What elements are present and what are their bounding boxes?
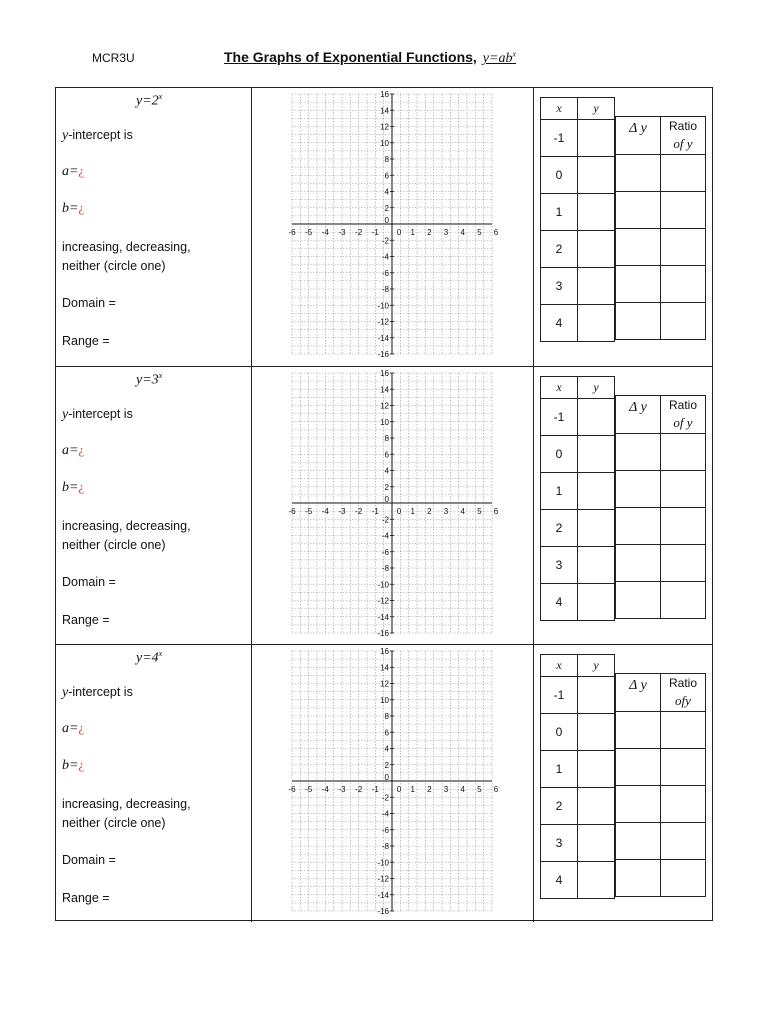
x-header: x (541, 98, 578, 120)
x-tick-label: 0 (396, 507, 402, 516)
ratio-cell[interactable] (661, 786, 706, 823)
column-divider (533, 367, 534, 644)
y-tick-label: -10 (377, 301, 389, 311)
delta-y-cell[interactable] (616, 266, 661, 303)
x-tick-label: -1 (371, 228, 379, 237)
function-equation: $y=3^x$ (136, 371, 163, 388)
y-tick-label: -4 (381, 531, 389, 541)
domain-label: Domain = (62, 853, 116, 867)
y-value-cell[interactable] (578, 194, 615, 231)
y-tick-label: 2 (384, 760, 389, 770)
x-tick-label: 4 (460, 228, 465, 237)
a-value-label: a=¿ (62, 721, 85, 736)
range-label: Range = (62, 334, 110, 348)
delta-y-cell[interactable] (616, 545, 661, 582)
y-intercept-label: y-intercept is (62, 407, 133, 422)
x-value-cell: -1 (541, 677, 578, 714)
ratio-cell[interactable] (661, 155, 706, 192)
y-tick-label: 8 (384, 155, 389, 164)
ratio-header: Ratio ofy (661, 674, 706, 712)
y-tick-label: 8 (384, 712, 389, 721)
x-tick-label: -1 (371, 507, 379, 516)
y-tick-label: -8 (381, 285, 389, 294)
x-tick-label: -6 (288, 785, 296, 794)
y-value-cell[interactable] (578, 751, 615, 788)
y-tick-label: 14 (380, 385, 389, 395)
y-header: y (578, 655, 615, 677)
y-tick-label: 16 (380, 647, 389, 656)
x-tick-label: 1 (410, 507, 415, 516)
y-tick-label: 10 (380, 695, 389, 705)
ratio-cell[interactable] (661, 266, 706, 303)
column-divider (533, 645, 534, 922)
y-tick-label: -2 (381, 515, 389, 525)
ratio-cell[interactable] (661, 229, 706, 266)
y-tick-label: -4 (381, 252, 389, 262)
ratio-cell[interactable] (661, 434, 706, 471)
values-table (540, 654, 615, 899)
x-value-cell: 1 (541, 751, 578, 788)
y-tick-label: -16 (377, 350, 389, 359)
x-tick-label: -6 (288, 228, 296, 237)
domain-label: Domain = (62, 575, 116, 589)
x-tick-label: -3 (338, 228, 346, 237)
y-tick-label: 6 (384, 728, 389, 738)
b-value-label: b=¿ (62, 480, 85, 495)
ratio-cell[interactable] (661, 545, 706, 582)
y-header: y (578, 98, 615, 120)
x-header: x (541, 377, 578, 399)
x-value-cell: 2 (541, 788, 578, 825)
y-tick-label: 14 (380, 663, 389, 673)
y-value-cell[interactable] (578, 862, 615, 899)
function-info (56, 645, 251, 922)
y-tick-label: -16 (377, 907, 389, 916)
coordinate-grid (288, 90, 499, 359)
x-tick-label: -6 (288, 507, 296, 516)
column-divider (533, 88, 534, 366)
y-value-cell[interactable] (578, 231, 615, 268)
y-tick-label: 12 (380, 401, 389, 411)
y-tick-label: -6 (381, 268, 389, 278)
x-tick-label: 1 (410, 228, 415, 237)
x-tick-label: -5 (305, 785, 313, 794)
ratio-cell[interactable] (661, 471, 706, 508)
x-tick-label: 2 (427, 785, 432, 794)
delta-y-header: Δ y (616, 396, 661, 434)
y-tick-label: 6 (384, 450, 389, 460)
y-value-cell[interactable] (578, 436, 615, 473)
x-value-cell: 3 (541, 825, 578, 862)
y-value-cell[interactable] (578, 825, 615, 862)
delta-y-cell[interactable] (616, 434, 661, 471)
x-value-cell: 0 (541, 714, 578, 751)
range-label: Range = (62, 891, 110, 905)
y-tick-label: 10 (380, 138, 389, 148)
x-tick-label: 5 (477, 785, 482, 794)
function-section (56, 366, 712, 644)
a-value-label: a=¿ (62, 164, 85, 179)
y-tick-label: -2 (381, 236, 389, 246)
function-equation: $y=2^x$ (136, 92, 163, 109)
x-tick-label: -3 (338, 507, 346, 516)
y-intercept-label: y-intercept is (62, 685, 133, 700)
delta-y-header: Δ y (616, 674, 661, 712)
inc-dec-line2: neither (circle one) (62, 259, 166, 273)
title-text: The Graphs of Exponential Functions, (224, 49, 477, 65)
x-value-cell: 3 (541, 268, 578, 305)
ratio-cell[interactable] (661, 582, 706, 619)
delta-y-cell[interactable] (616, 823, 661, 860)
x-tick-label: 6 (493, 785, 499, 794)
a-value-label: a=¿ (62, 443, 85, 458)
x-tick-label: 0 (396, 785, 402, 794)
y-tick-label: 4 (384, 744, 389, 754)
x-value-cell: 1 (541, 473, 578, 510)
function-info (56, 367, 251, 644)
y-tick-label: 12 (380, 679, 389, 689)
y-value-cell[interactable] (578, 268, 615, 305)
x-tick-label: 5 (477, 507, 482, 516)
y-tick-label: 0 (384, 216, 389, 225)
y-tick-label: 0 (384, 773, 389, 782)
values-table (540, 376, 615, 621)
page-title (224, 49, 516, 67)
y-tick-label: -14 (377, 612, 389, 622)
delta-y-cell[interactable] (616, 192, 661, 229)
y-tick-label: -2 (381, 793, 389, 803)
inc-dec-line2: neither (circle one) (62, 538, 166, 552)
differences-table (615, 673, 706, 897)
y-value-cell[interactable] (578, 714, 615, 751)
y-tick-label: -6 (381, 547, 389, 557)
x-value-cell: -1 (541, 399, 578, 436)
x-tick-label: 6 (493, 228, 499, 237)
x-value-cell: 0 (541, 157, 578, 194)
y-value-cell[interactable] (578, 788, 615, 825)
x-value-cell: 4 (541, 862, 578, 899)
differences-table (615, 116, 706, 340)
y-tick-label: -16 (377, 629, 389, 638)
y-value-cell[interactable] (578, 510, 615, 547)
y-tick-label: 4 (384, 466, 389, 476)
x-tick-label: 0 (396, 228, 402, 237)
y-tick-label: -10 (377, 580, 389, 590)
x-value-cell: 2 (541, 231, 578, 268)
x-tick-label: 2 (427, 507, 432, 516)
inc-dec-line2: neither (circle one) (62, 816, 166, 830)
y-tick-label: 0 (384, 495, 389, 504)
ratio-cell[interactable] (661, 192, 706, 229)
x-tick-label: -5 (305, 228, 313, 237)
coordinate-grid (288, 369, 499, 638)
y-tick-label: 6 (384, 171, 389, 181)
y-tick-label: -12 (377, 874, 389, 884)
x-tick-label: 3 (443, 785, 449, 794)
y-tick-label: 8 (384, 434, 389, 443)
differences-table (615, 395, 706, 619)
y-header: y (578, 377, 615, 399)
y-tick-label: -12 (377, 596, 389, 606)
x-value-cell: 0 (541, 436, 578, 473)
x-tick-label: -2 (355, 507, 363, 516)
inc-dec-line1: increasing, decreasing, (62, 519, 191, 533)
ratio-cell[interactable] (661, 823, 706, 860)
delta-y-cell[interactable] (616, 786, 661, 823)
x-tick-label: -5 (305, 507, 313, 516)
ratio-header: Ratio of y (661, 396, 706, 434)
title-equation: $y=ab^x$ (482, 49, 517, 66)
y-tick-label: -14 (377, 333, 389, 343)
ratio-cell[interactable] (661, 508, 706, 545)
x-value-cell: 1 (541, 194, 578, 231)
x-tick-label: 2 (427, 228, 432, 237)
delta-y-cell[interactable] (616, 155, 661, 192)
y-tick-label: -12 (377, 317, 389, 327)
function-section (56, 644, 712, 922)
x-value-cell: 3 (541, 547, 578, 584)
function-info (56, 88, 251, 366)
ratio-cell[interactable] (661, 749, 706, 786)
y-tick-label: 12 (380, 122, 389, 132)
y-tick-label: 16 (380, 369, 389, 378)
y-tick-label: -10 (377, 858, 389, 868)
delta-y-header: Δ y (616, 117, 661, 155)
b-value-label: b=¿ (62, 758, 85, 773)
x-tick-label: 3 (443, 228, 449, 237)
x-tick-label: -4 (321, 228, 329, 237)
y-tick-label: 14 (380, 106, 389, 116)
x-tick-label: -4 (321, 507, 329, 516)
function-equation: $y=4^x$ (136, 649, 163, 666)
ratio-cell[interactable] (661, 303, 706, 340)
x-value-cell: 4 (541, 305, 578, 342)
column-divider (251, 88, 252, 366)
x-tick-label: 4 (460, 507, 465, 516)
delta-y-cell[interactable] (616, 860, 661, 897)
y-value-cell[interactable] (578, 120, 615, 157)
ratio-cell[interactable] (661, 860, 706, 897)
y-tick-label: 2 (384, 203, 389, 213)
x-tick-label: 4 (460, 785, 465, 794)
y-tick-label: -8 (381, 842, 389, 851)
delta-y-cell[interactable] (616, 749, 661, 786)
coordinate-grid (288, 647, 499, 916)
range-label: Range = (62, 613, 110, 627)
x-tick-label: 5 (477, 228, 482, 237)
y-tick-label: 16 (380, 90, 389, 99)
inc-dec-line1: increasing, decreasing, (62, 797, 191, 811)
y-tick-label: 4 (384, 187, 389, 197)
ratio-cell[interactable] (661, 712, 706, 749)
y-tick-label: -6 (381, 825, 389, 835)
column-divider (251, 645, 252, 922)
y-value-cell[interactable] (578, 305, 615, 342)
delta-y-cell[interactable] (616, 471, 661, 508)
x-tick-label: -3 (338, 785, 346, 794)
x-tick-label: -2 (355, 785, 363, 794)
y-value-cell[interactable] (578, 399, 615, 436)
course-code: MCR3U (92, 51, 135, 65)
x-tick-label: 3 (443, 507, 449, 516)
x-header: x (541, 655, 578, 677)
y-tick-label: -8 (381, 564, 389, 573)
y-tick-label: -4 (381, 809, 389, 819)
y-tick-label: 2 (384, 482, 389, 492)
x-tick-label: 1 (410, 785, 415, 794)
x-tick-label: -1 (371, 785, 379, 794)
column-divider (251, 367, 252, 644)
function-section (56, 88, 712, 366)
x-value-cell: -1 (541, 120, 578, 157)
y-value-cell[interactable] (578, 547, 615, 584)
x-tick-label: -4 (321, 785, 329, 794)
x-value-cell: 2 (541, 510, 578, 547)
inc-dec-line1: increasing, decreasing, (62, 240, 191, 254)
y-value-cell[interactable] (578, 473, 615, 510)
x-tick-label: -2 (355, 228, 363, 237)
delta-y-cell[interactable] (616, 229, 661, 266)
y-tick-label: -14 (377, 890, 389, 900)
x-tick-label: 6 (493, 507, 499, 516)
y-tick-label: 10 (380, 417, 389, 427)
x-value-cell: 4 (541, 584, 578, 621)
ratio-header: Ratio of y (661, 117, 706, 155)
delta-y-cell[interactable] (616, 303, 661, 340)
domain-label: Domain = (62, 296, 116, 310)
y-intercept-label: y-intercept is (62, 128, 133, 143)
worksheet-table (55, 87, 713, 921)
delta-y-cell[interactable] (616, 582, 661, 619)
delta-y-cell[interactable] (616, 508, 661, 545)
y-value-cell[interactable] (578, 677, 615, 714)
delta-y-cell[interactable] (616, 712, 661, 749)
b-value-label: b=¿ (62, 201, 85, 216)
y-value-cell[interactable] (578, 584, 615, 621)
y-value-cell[interactable] (578, 157, 615, 194)
values-table (540, 97, 615, 342)
